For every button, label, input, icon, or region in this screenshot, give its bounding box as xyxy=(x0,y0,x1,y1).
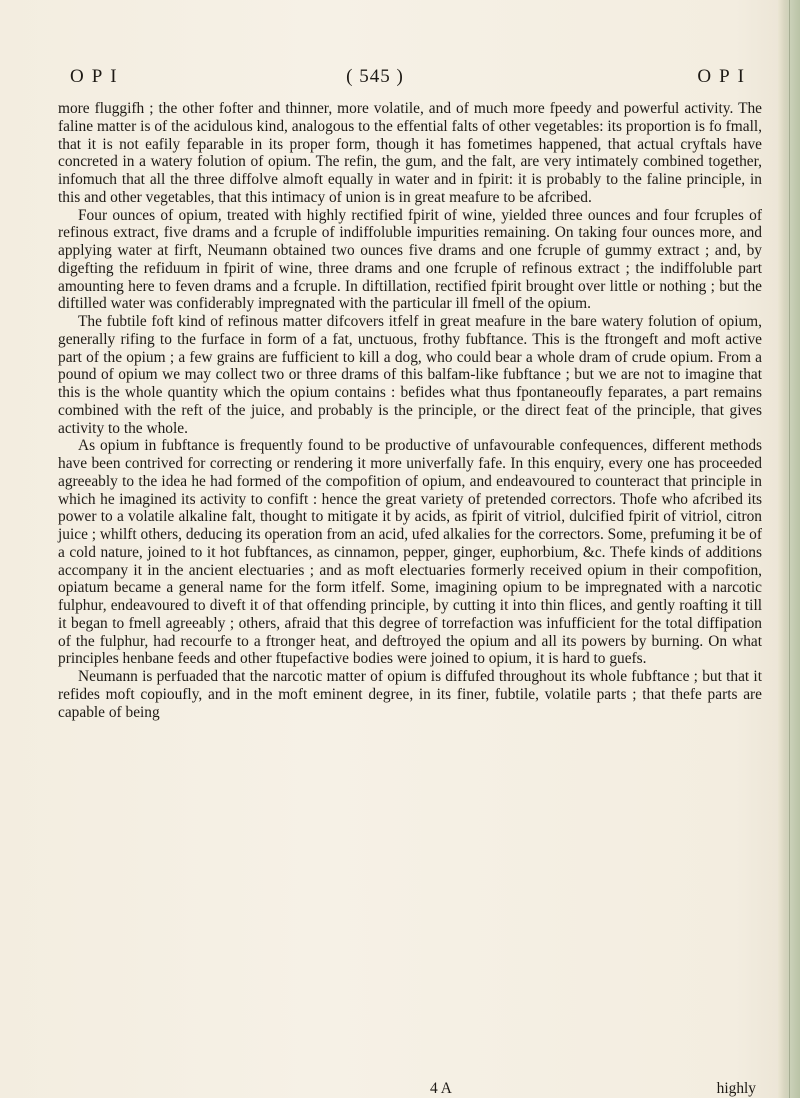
catchword: highly xyxy=(716,1080,756,1097)
running-head xyxy=(70,66,752,92)
paragraph-3: The fubtile foft kind of refinous matter difcovers itfelf in great meafure in the bare watery folution of opium, generally rifing to the furface in form of a fat, unctuous, frothy fubftance. This is the ftrongeft and moft active part of the opium ; a few grains are fufficient to kill a dog, who could bear a whole dram of crude opium. From a pound of opium we may collect two or three drams of this balfam-like fubftance ; but we are not to imagine that this is the whole quantity which the opium contains : befides what thus fpontaneoufly feparates, a part remains combined with the reft of the juice, and probably is the principle, or the direct feat of the principle, that gives activity to the whole. xyxy=(58,313,762,437)
running-head-left: OPI xyxy=(70,66,125,87)
paragraph-1: more fluggifh ; the other fofter and thinner, more volatile, and of much more fpeedy and powerful activity. The faline matter is of the acidulous kind, analogous to the effential falts of other vegetables: its proportion is fo fmall, that it is not eafily feparable in its proper form, though it has fometimes happened, that actual cryftals have concreted in a watery folution of opium. The refin, the gum, and the falt, are very intimately combined together, infomuch that all the three diffolve almoft equally in water and in fpirit: it is probably to the faline principle, in this and other vegetables, that this intimacy of union is in great meafure to be afcribed. xyxy=(58,100,762,206)
signature-mark: 4 A xyxy=(430,1080,452,1097)
paragraph-2: Four ounces of opium, treated with highly rectified fpirit of wine, yielded three ounces and four fcruples of refinous extract, five drams and a fcruple of indiffoluble impurities remaining. On taking four ounces more, and applying water at firft, Neumann obtained two ounces five drams and one fcruple of gummy extract ; and, by digefting the refiduum in fpirit of wine, three drams and one fcruple of refinous extract ; the indiffoluble part amounting here to feven drams and a fcruple. In diftillation, rectified fpirit brought over little or nothing ; but the diftilled water was confiderably impregnated with the particular ill fmell of the opium. xyxy=(58,206,762,313)
page-number: ( 545 ) xyxy=(346,66,404,87)
paragraph-4: As opium in fubftance is frequently found to be productive of unfavourable confequences, different methods have been contrived for correcting or rendering it more univerfally fafe. In this enquiry, every one has proceeded agreeably to the idea he had formed of the compofition of opium, and endeavoured to counteract that principle in which he imagined its activity to confift : hence the great variety of pretended correctors. Thofe who afcribed its power to a volatile alkaline falt, thought to mitigate it by acids, as fpirit of vitriol, dulcified fpirit of vitriol, citron juice ; whilft others, deducing its operation from an acid, ufed alkalies for the correctors. Some, prefuming it be of a cold nature, joined to it hot fubftances, as cinnamon, pepper, ginger, euphorbium, &c. Thefe kinds of additions accompany it in the ancient electuaries ; and as moft electuaries formerly received opium in their compofition, opiatum became a general name for the form itfelf. Some, imagining opium to be impregnated with a narcotic fulphur, endeavoured to diveft it of that offending principle, by cutting it into thin flices, and gently roafting it till it began to fmell agreeably ; others, afraid that this degree of torrefaction was infufficient for the total diffipation of the fulphur, had recourfe to a ftronger heat, and deftroyed the opium and all its powers by burning. On what principles henbane feeds and other ftupefactive bodies were joined to opium, it is hard to guefs. xyxy=(58,437,762,668)
running-head-right: OPI xyxy=(697,66,752,87)
page-footer xyxy=(58,1080,762,1098)
body-text xyxy=(58,100,762,721)
page-gutter-line xyxy=(789,0,790,1098)
paragraph-5: Neumann is perfuaded that the narcotic matter of opium is diffufed throughout its whole fubftance ; but that it refides moft copioufly, and in the moft eminent degree, in its finer, fubtile, volatile parts ; that thefe parts are capable of being xyxy=(58,668,762,721)
